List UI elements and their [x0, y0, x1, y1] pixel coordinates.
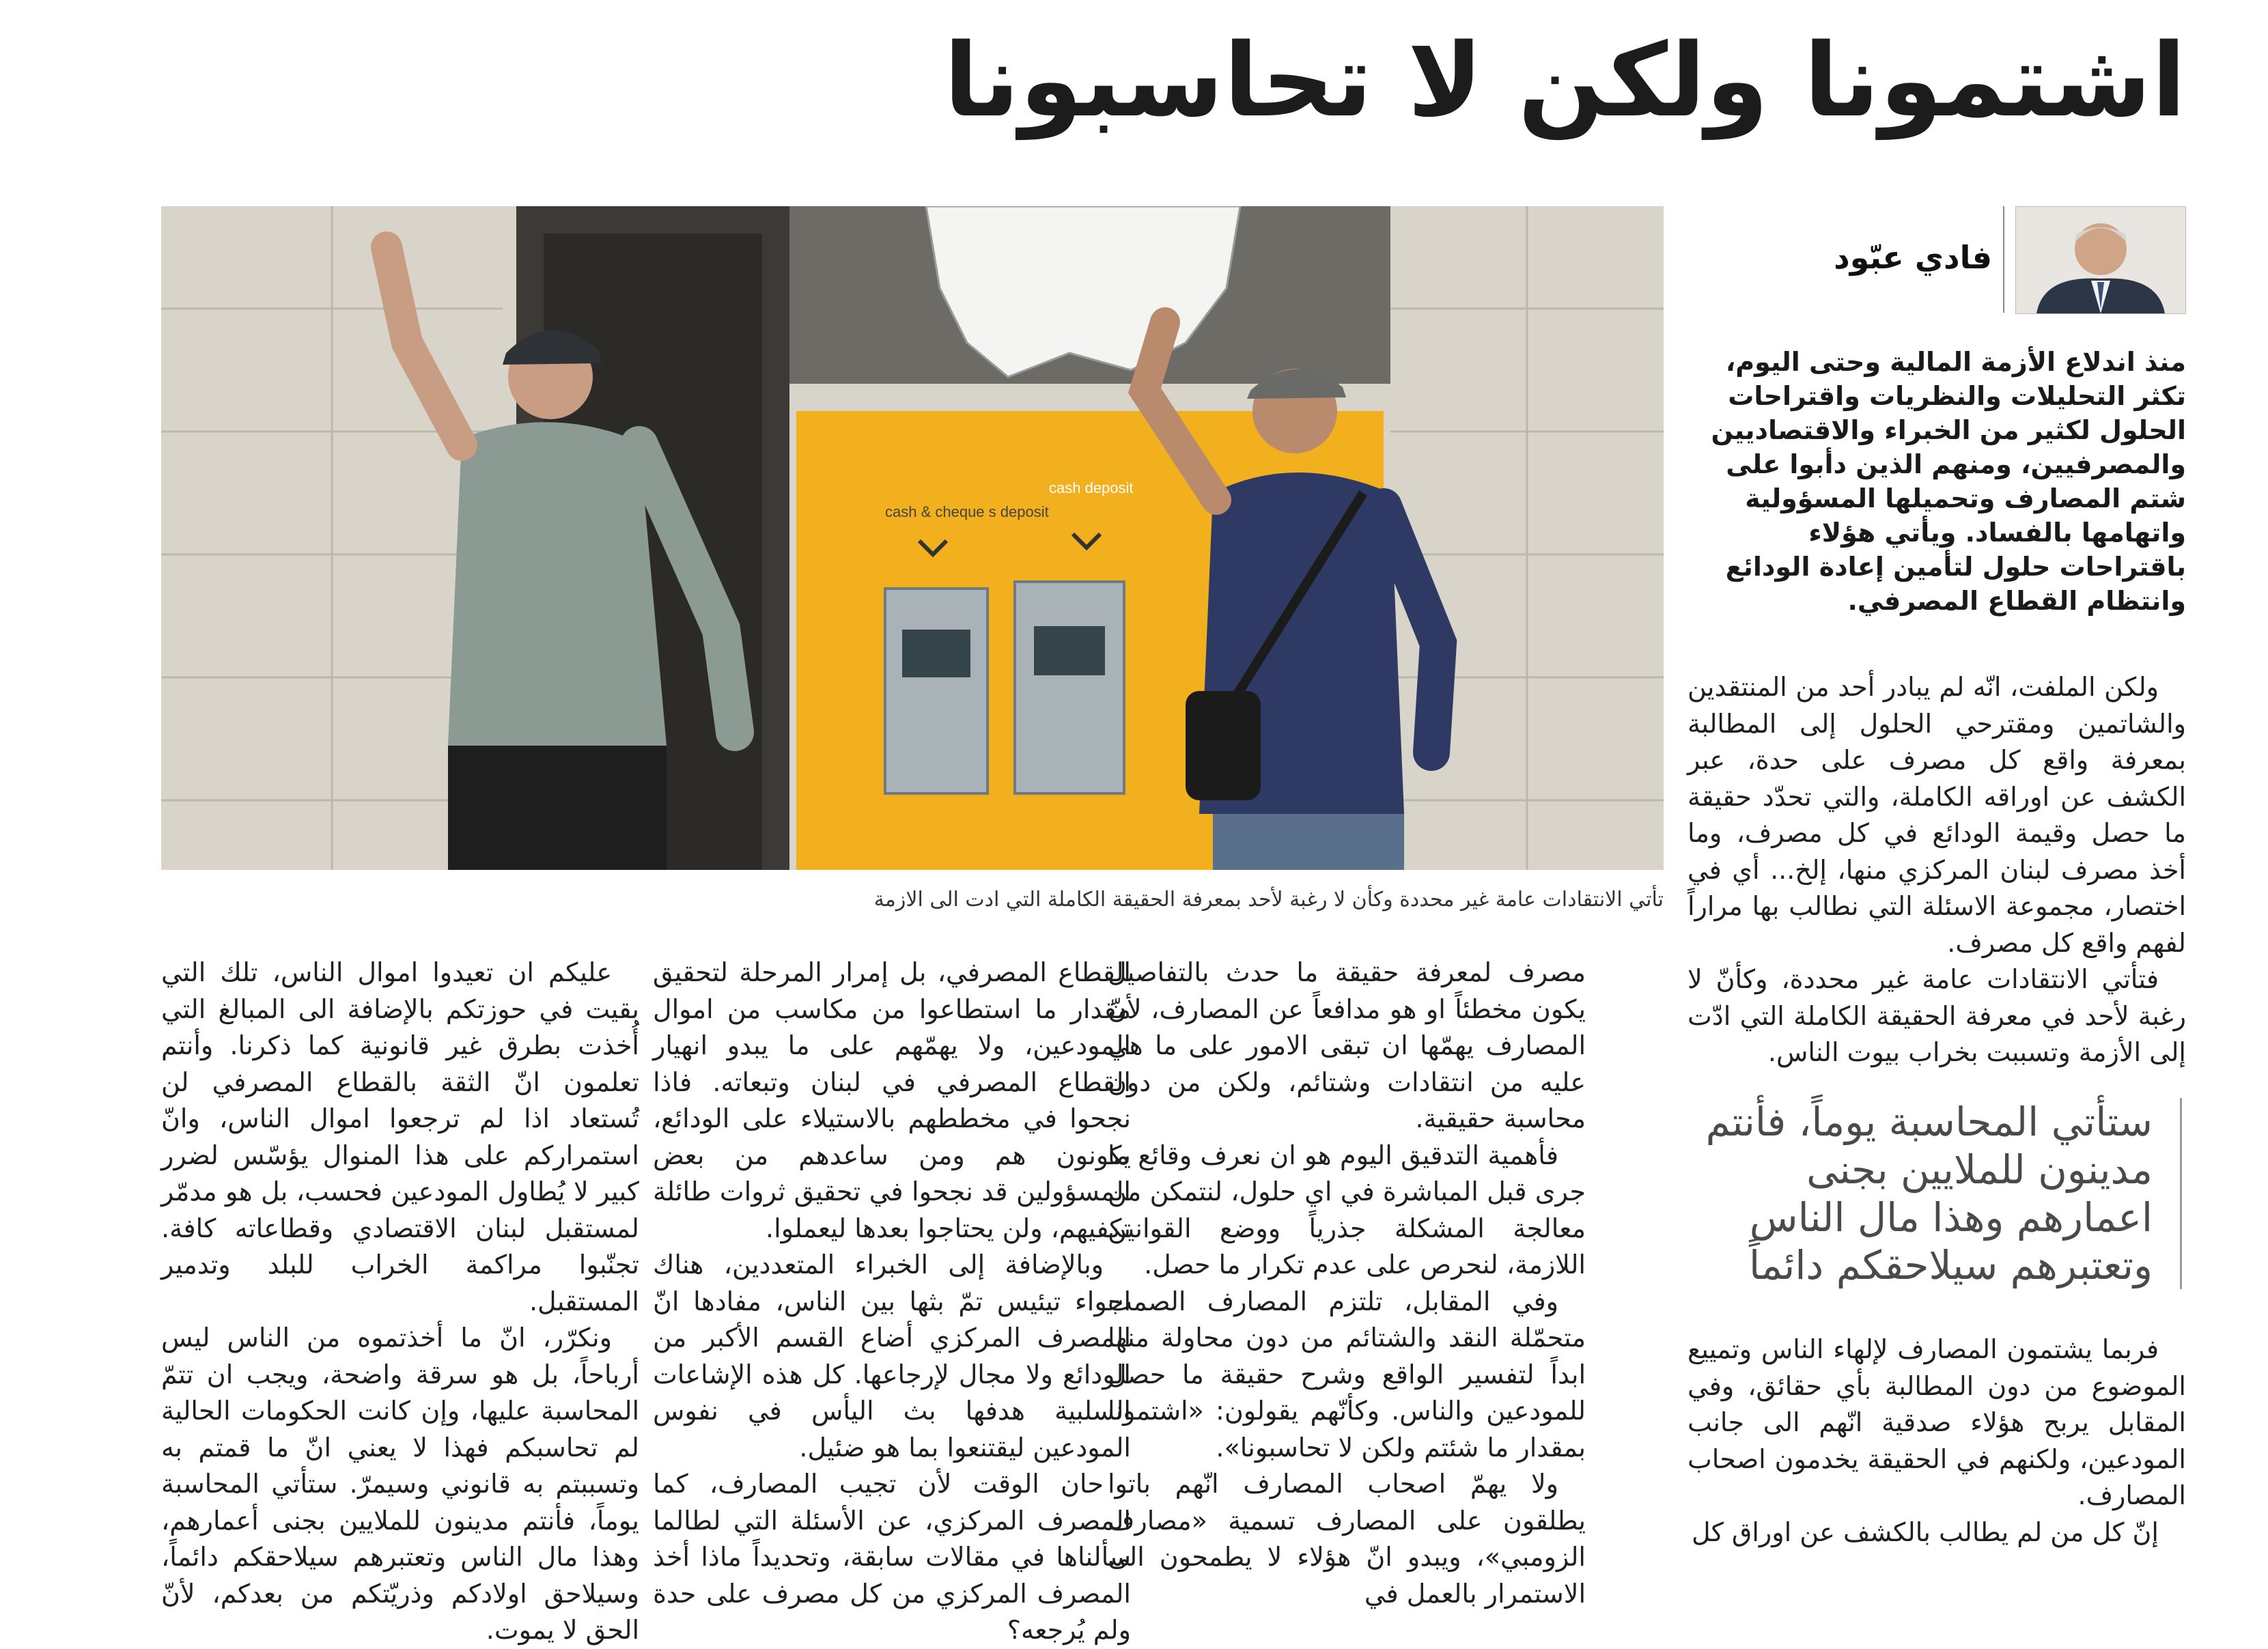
- paragraph: وفي المقابل، تلتزم المصارف الصمت متحمّلة النقد والشتائم من دون محاولة منها ابداً لتفسير الواقع وشرح حقيقة ما حصل للمودعين والناس. وكأنّهم يقولون: «اشتمونا بمقدار ما شئتم ولكن لا تحاسبونا».: [1108, 1286, 1586, 1463]
- atm-left-label: cash & cheque s deposit: [885, 503, 1049, 520]
- photo-caption: تأتي الانتقادات عامة غير محددة وكأن لا رغبة لأحد بمعرفة الحقيقة الكاملة التي ادت الى الازمة: [873, 888, 1664, 912]
- author-photo: [2015, 206, 2186, 314]
- paragraph: القطاع المصرفي، بل إمرار المرحلة لتحقيق مقدار ما استطاعوا من مكاسب من اموال المودعين، ولا يهمّهم على ما يبدو انهيار القطاع المصرفي في لبنان وتبعاته. فاذا نجحوا في مخططهم بالاستيلاء على الودائع، يكونون هم ومن ساعدهم من بعض المسؤولين قد نجحوا في تحقيق ثروات طائلة تكفيهم، ولن يحتاجوا بعدها ليعملوا.: [653, 957, 1131, 1243]
- author-name: فادي عبّود: [1834, 239, 1992, 276]
- article-column-1-lower: [1688, 1331, 2186, 1551]
- paragraph: ونكرّر، انّ ما أخذتموه من الناس ليس أرباحاً، بل هو سرقة واضحة، ويجب ان تتمّ المحاسبة عليها، وإن كانت الحكومات الحالية لم تحاسبكم فهذا لا يعني انّ ما قمتم به وتسببتم به قانوني وسيمرّ. ستأتي المحاسبة يوماً، فأنتم مدينون للملايين بجنى أعمارهم، وهذا مال الناس وتعتبرهم سيلاحقكم دائماً، وسيلاحق اولادكم وذريّتكم من بعدكم، لأنّ الحق لا يموت.: [161, 1323, 639, 1645]
- pull-quote-text: ستأتي المحاسبة يوماً، فأنتم مدينون للملايين بجنى اعمارهم وهذا مال الناس وتعتبرهم سيلاحقكم دائماً: [1705, 1099, 2153, 1288]
- paragraph: حان الوقت لأن تجيب المصارف، كما المصرف المركزي، عن الأسئلة التي لطالما سألناها في مقالات سابقة، وتحديداً ماذا أخذ المصرف المركزي من كل مصرف على حدة ولم يُرجعه؟: [653, 1469, 1131, 1645]
- article-column-2: [1108, 955, 1586, 1612]
- lead-paragraph: [1694, 345, 2186, 618]
- article-column-3: [653, 955, 1131, 1649]
- paragraph: ولكن الملفت، انّه لم يبادر أحد من المنتقدين والشاتمين ومقترحي الحلول إلى المطالبة بمعرفة واقع كل مصرف على حدة، عبر الكشف عن اوراقه الكاملة، والتي تحدّد حقيقة ما حصل وقيمة الودائع في كل مصرف، وما أخذ مصرف لبنان المركزي منها، إلخ... أي في اختصار، مجموعة الاسئلة التي نطالب بها مراراً لفهم واقع كل مصرف.: [1688, 672, 2186, 958]
- author-divider: [2003, 206, 2004, 313]
- lead-text: منذ اندلاع الأزمة المالية وحتى اليوم، تكثر التحليلات والنظريات واقتراحات الحلول لكثير من الخبراء والاقتصاديين والمصرفيين، ومنهم الذين دأبوا على شتم المصارف وتحميلها المسؤولية واتهامها بالفساد. ويأتي هؤلاء باقتراحات حلول لتأمين إعادة الودائع وانتظام القطاع المصرفي.: [1711, 347, 2186, 616]
- atm-right-label: cash deposit: [1049, 479, 1134, 496]
- headline: اشتمونا ولكن لا تحاسبونا: [943, 22, 2186, 139]
- news-photo: [161, 206, 1664, 870]
- paragraph: فتأتي الانتقادات عامة غير محددة، وكأنّ لا رغبة لأحد في معرفة الحقيقة الكاملة التي ادّت إلى الأزمة وتسببت بخراب بيوت الناس.: [1688, 964, 2186, 1067]
- paragraph: وبالإضافة إلى الخبراء المتعددين، هناك اجواء تيئيس تمّ بثها بين الناس، مفادها انّ المصرف المركزي أضاع القسم الأكبر من الودائع ولا مجال لإرجاعها. كل هذه الإشاعات السلبية هدفها بث اليأس في نفوس المودعين ليقتنعوا بما هو ضئيل.: [653, 1250, 1131, 1463]
- paragraph: فأهمية التدقيق اليوم هو ان نعرف وقائع ما جرى قبل المباشرة في اي حلول، لنتمكن من معالجة المشكلة جذرياً ووضع القوانين اللازمة، لنحرص على عدم تكرار ما حصل.: [1108, 1140, 1586, 1280]
- article-column-1: [1688, 669, 2186, 1071]
- paragraph: مصرف لمعرفة حقيقة ما حدث بالتفاصيل يكون مخطئاً او هو مدافعاً عن المصارف، لأنّ المصارف يهمّها ان تبقى الامور على ما هي عليه من انتقادات وشتائم، ولكن من دون محاسبة حقيقية.: [1108, 957, 1586, 1133]
- paragraph: إنّ كل من لم يطالب بالكشف عن اوراق كل: [1691, 1517, 2159, 1547]
- paragraph: عليكم ان تعيدوا اموال الناس، تلك التي بقيت في حوزتكم بالإضافة الى المبالغ التي أُخذت بطرق غير قانونية كما ذكرنا. وأنتم تعلمون انّ الثقة بالقطاع المصرفي لن تُستعاد اذا لم ترجعوا اموال الناس، وانّ استمراركم على هذا المنوال يؤسّس لضرر كبير لا يُطاول المودعين فحسب، بل هو مدمّر لمستقبل لبنان الاقتصادي وقطاعاته كافة. تجنّبوا مراكمة الخراب للبلد وتدمير المستقبل.: [161, 957, 639, 1316]
- paragraph: ولا يهمّ اصحاب المصارف انّهم باتوا يطلقون على المصارف تسمية «مصارف الزومبي»، ويبدو انّ هؤلاء لا يطمحون الى الاستمرار بالعمل في: [1108, 1469, 1586, 1609]
- article-column-4: [161, 955, 639, 1649]
- pull-quote: [1675, 1098, 2182, 1289]
- paragraph: فربما يشتمون المصارف لإلهاء الناس وتمييع الموضوع من دون المطالبة بأي حقائق، وفي المقابل يربح هؤلاء صدقية انّهم الى جانب المودعين، ولكنهم في الحقيقة يخدمون اصحاب المصارف.: [1688, 1334, 2186, 1510]
